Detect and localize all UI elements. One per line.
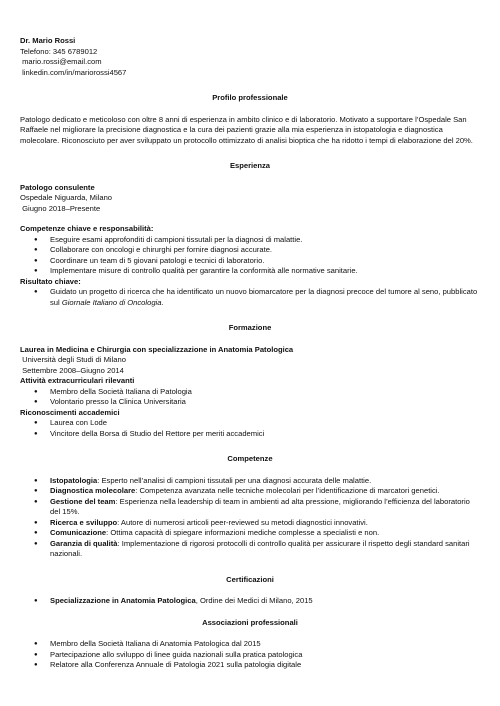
list-item: ● Membro della Società Italiana di Anatomia Patologica dal 2015 <box>20 639 480 650</box>
phone-line: Telefono: 345 6789012 <box>20 46 98 56</box>
result-text: Guidato un progetto di ricerca che ha identificato un nuovo biomarcatore per la diagnosi precoce del tumore al seno, pubblicato sul <box>50 287 478 307</box>
list-item: ● Eseguire esami approfonditi di campioni tissutali per la diagnosi di malattie. <box>20 235 480 246</box>
result-journal: Giornale Italiano di Oncologia <box>61 297 162 307</box>
competency-text: : Esperto nell’analisi di campioni tissutali per una diagnosi accurata delle malattie. <box>97 475 372 485</box>
associations-title: Associazioni professionali <box>202 617 298 627</box>
education-entry <box>20 345 480 440</box>
list-item: ● Partecipazione allo sviluppo di linee guida nazionali sulla pratica patologica <box>20 650 480 661</box>
certification-text: , Ordine dei Medici di Milano, 2015 <box>195 596 313 605</box>
result-end: . <box>161 297 164 307</box>
competency-label: Ricerca e sviluppo <box>50 517 118 527</box>
awards-heading: Riconoscimenti accademici <box>20 407 120 417</box>
list-item <box>20 528 480 539</box>
activities-heading: Attività extracurriculari rilevanti <box>20 376 135 385</box>
job-org: Ospedale Niguarda, Milano <box>20 193 113 202</box>
certifications-title: Certificazioni <box>226 574 274 584</box>
profile-title: Profilo professionale <box>212 93 288 102</box>
certification-label: Specializzazione in Anatomia Patologica <box>50 596 196 605</box>
skills-list <box>20 235 480 277</box>
competency-text: : Ottima capacità di spiegare informazioni mediche complesse a specialisti e non. <box>106 528 380 537</box>
awards-list <box>20 418 480 439</box>
school: Università degli Studi di Milano <box>20 355 126 364</box>
activities-list <box>20 387 480 408</box>
experience-title: Esperienza <box>229 161 271 170</box>
competency-text: : Implementazione di rigorosi protocolli di controllo qualità per assicurare il rispetto degli standard sanitari nazionali. <box>50 538 470 558</box>
list-item: ● Laurea con Lode <box>20 418 480 429</box>
linkedin-line: linkedin.com/in/mariorossi4567 <box>20 67 127 77</box>
list-item: ● Membro della Società Italiana di Patologia <box>20 387 480 398</box>
list-item <box>20 486 480 497</box>
list-item: ● Implementare misure di controllo qualità per garantire la conformità alle normative sanitarie. <box>20 266 480 277</box>
list-item <box>20 596 480 607</box>
email-line: mario.rossi@email.com <box>20 57 102 66</box>
competency-label: Comunicazione <box>50 528 107 537</box>
education-dates: Settembre 2008–Giugno 2014 <box>20 365 124 375</box>
associations-list <box>20 639 480 671</box>
competencies-title: Competenze <box>227 454 273 463</box>
experience-entry <box>20 183 480 309</box>
list-item <box>20 497 480 518</box>
list-item <box>20 476 480 487</box>
competency-label: Garanzia di qualità <box>50 538 118 548</box>
certifications-list <box>20 596 480 607</box>
competency-label: Istopatologia <box>50 475 98 485</box>
competency-text: : Autore di numerosi articoli peer-reviewed su metodi diagnostici innovativi. <box>117 517 368 527</box>
list-item: ● Vincitore della Borsa di Studio del Rettore per meriti accademici <box>20 429 480 440</box>
job-role: Patologo consulente <box>20 182 95 192</box>
education-title: Formazione <box>228 323 272 332</box>
list-item: ● Coordinare un team di 5 giovani patologi e tecnici di laboratorio. <box>20 256 480 267</box>
result-list <box>20 287 480 308</box>
list-item: ● Collaborare con oncologi e chirurghi per fornire diagnosi accurate. <box>20 245 480 256</box>
competency-text: : Esperienza nella leadership di team in ambienti ad alta pressione, migliorando l’efficienza del laboratorio del 15%. <box>50 496 470 516</box>
job-dates: Giugno 2018–Presente <box>20 203 101 213</box>
competency-text: : Competenza avanzata nelle tecniche molecolari per l’identificazione di marcatori genetici. <box>135 486 440 495</box>
candidate-name: Dr. Mario Rossi <box>20 36 76 45</box>
competency-label: Diagnostica molecolare <box>50 486 136 495</box>
list-item <box>20 287 480 308</box>
skills-heading: Competenze chiave e responsabilità: <box>20 224 154 233</box>
contact-header <box>20 36 480 78</box>
competencies-list <box>20 476 480 560</box>
list-item: ● Relatore alla Conferenza Annuale di Patologia 2021 sulla patologia digitale <box>20 660 480 671</box>
degree: Laurea in Medicina e Chirurgia con specializzazione in Anatomia Patologica <box>20 344 294 354</box>
result-heading: Risultato chiave: <box>20 276 81 286</box>
competency-label: Gestione del team <box>50 496 116 506</box>
profile-text: Patologo dedicato e meticoloso con oltre 8 anni di esperienza in ambito clinico e di laboratorio. Motivato a supportare l’Ospedale San Raffaele nel migliorare la precisione diagnostica e la cura dei pazienti grazie alla mia esperienza in istopatologia e diagnostica molecolare. Riconosciuto per aver sviluppato un protocollo ottimizzato di analisi bioptica che ha ridotto i tempi di elaborazione del 20%. <box>20 114 473 145</box>
list-item <box>20 539 480 560</box>
list-item: ● Volontario presso la Clinica Universitaria <box>20 397 480 408</box>
list-item <box>20 518 480 529</box>
